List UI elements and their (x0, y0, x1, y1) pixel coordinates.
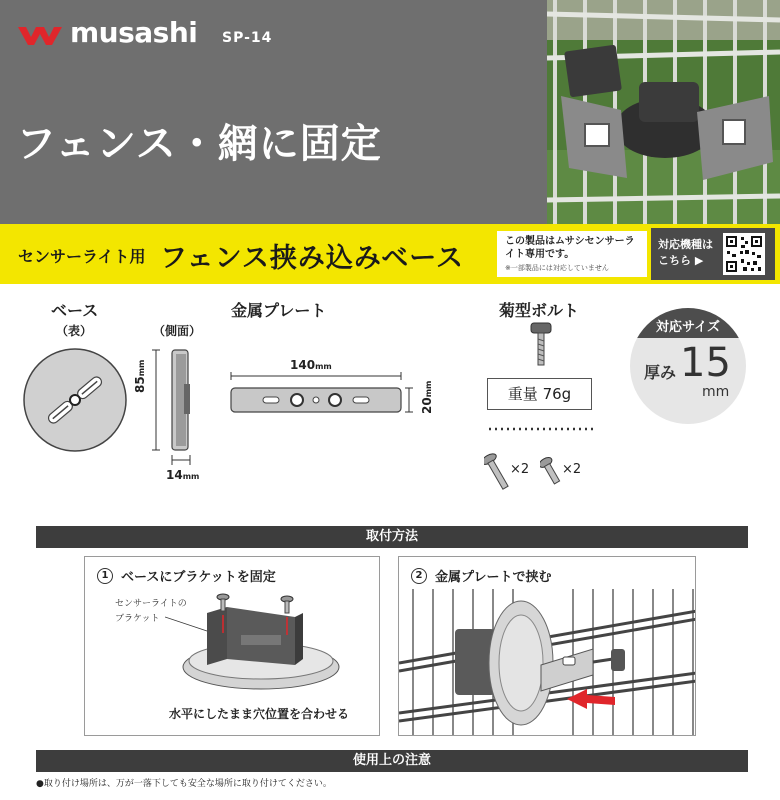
note-main-text: この製品はムサシセンサーライト専用です。 (505, 236, 635, 260)
brand-logo (16, 16, 197, 49)
plate-width-unit: mm (315, 362, 332, 371)
plate-height-unit: mm (424, 380, 433, 398)
base-depth-dim (166, 468, 199, 482)
plate-height-value: 20 (420, 397, 434, 414)
step1-panel (84, 556, 380, 736)
step1-title-text: ベースにブラケットを固定 (121, 570, 276, 585)
base-depth-unit: mm (182, 472, 200, 481)
dotted-divider (487, 426, 597, 432)
step1-illustration (165, 589, 375, 699)
size-label: 厚み (644, 363, 677, 382)
screw-long-icon (484, 452, 510, 494)
size-value: 15 (680, 340, 731, 386)
product-title: フェンス挟み込みベース (160, 243, 464, 274)
caution-section-bar: 使用上の注意 (36, 750, 748, 772)
base-height-unit: mm (137, 359, 146, 377)
page-headline: フェンス・網に固定 (16, 121, 382, 167)
supported-size-badge (630, 308, 746, 424)
metal-plate-diagram (225, 372, 415, 418)
brand-name: musashi (70, 16, 198, 49)
size-unit: mm (702, 384, 730, 400)
callout-line1: センサーライトの (115, 599, 187, 609)
caution-text: ●取り付け場所は、万が一落下しても安全な場所に取り付けてください。 (36, 779, 332, 789)
base-title: ベース (51, 301, 99, 320)
wing-bolt-icon (529, 321, 553, 367)
screw-short-count: ×2 (562, 462, 582, 477)
band-subtitle: センサーライト用 (18, 247, 146, 266)
base-height-dim (133, 360, 147, 393)
base-depth-dimline (170, 454, 200, 466)
qr-label (658, 237, 713, 269)
bolt-title: 菊型ボルト (499, 301, 580, 320)
step2-title (411, 566, 551, 585)
product-photo (547, 0, 780, 224)
qr-link-box[interactable] (651, 228, 775, 280)
note-small-text: ※一部製品には対応していません (505, 264, 609, 272)
screw-long-count: ×2 (510, 462, 530, 477)
qr-label-line1: 対応機種は (658, 238, 713, 251)
model-number: SP-14 (222, 30, 273, 46)
header-banner (0, 0, 780, 224)
plate-height-dim (420, 381, 434, 414)
base-side-label: （側面） (153, 324, 202, 338)
plate-width-value: 140 (290, 358, 316, 372)
callout-line2: ブラケット (115, 614, 160, 624)
base-front-label: （表） (56, 324, 93, 338)
musashi-logo-icon (16, 19, 66, 47)
base-height-value: 85 (133, 376, 147, 393)
step2-illustration (399, 589, 696, 736)
qr-code-icon[interactable] (723, 233, 765, 275)
qr-label-line2: こちら ▶ (658, 254, 704, 267)
step2-panel (398, 556, 696, 736)
install-section-bar: 取付方法 (36, 526, 748, 548)
step1-number: 1 (97, 568, 113, 584)
base-front-diagram (22, 347, 128, 453)
weight-label: 重量 76g (487, 378, 592, 410)
plate-title: 金属プレート (231, 301, 327, 320)
step2-title-text: 金属プレートで挟む (435, 570, 552, 585)
size-heading: 対応サイズ (656, 320, 720, 335)
step1-title (97, 566, 276, 585)
step2-number: 2 (411, 568, 427, 584)
plate-width-dim (290, 358, 332, 372)
base-side-diagram (150, 348, 200, 453)
size-heading-tab (630, 308, 746, 338)
step1-caption: 水平にしたまま穴位置を合わせる (169, 707, 350, 721)
base-depth-value: 14 (166, 468, 183, 482)
screw-short-icon (540, 456, 562, 488)
compatibility-note (497, 231, 647, 277)
